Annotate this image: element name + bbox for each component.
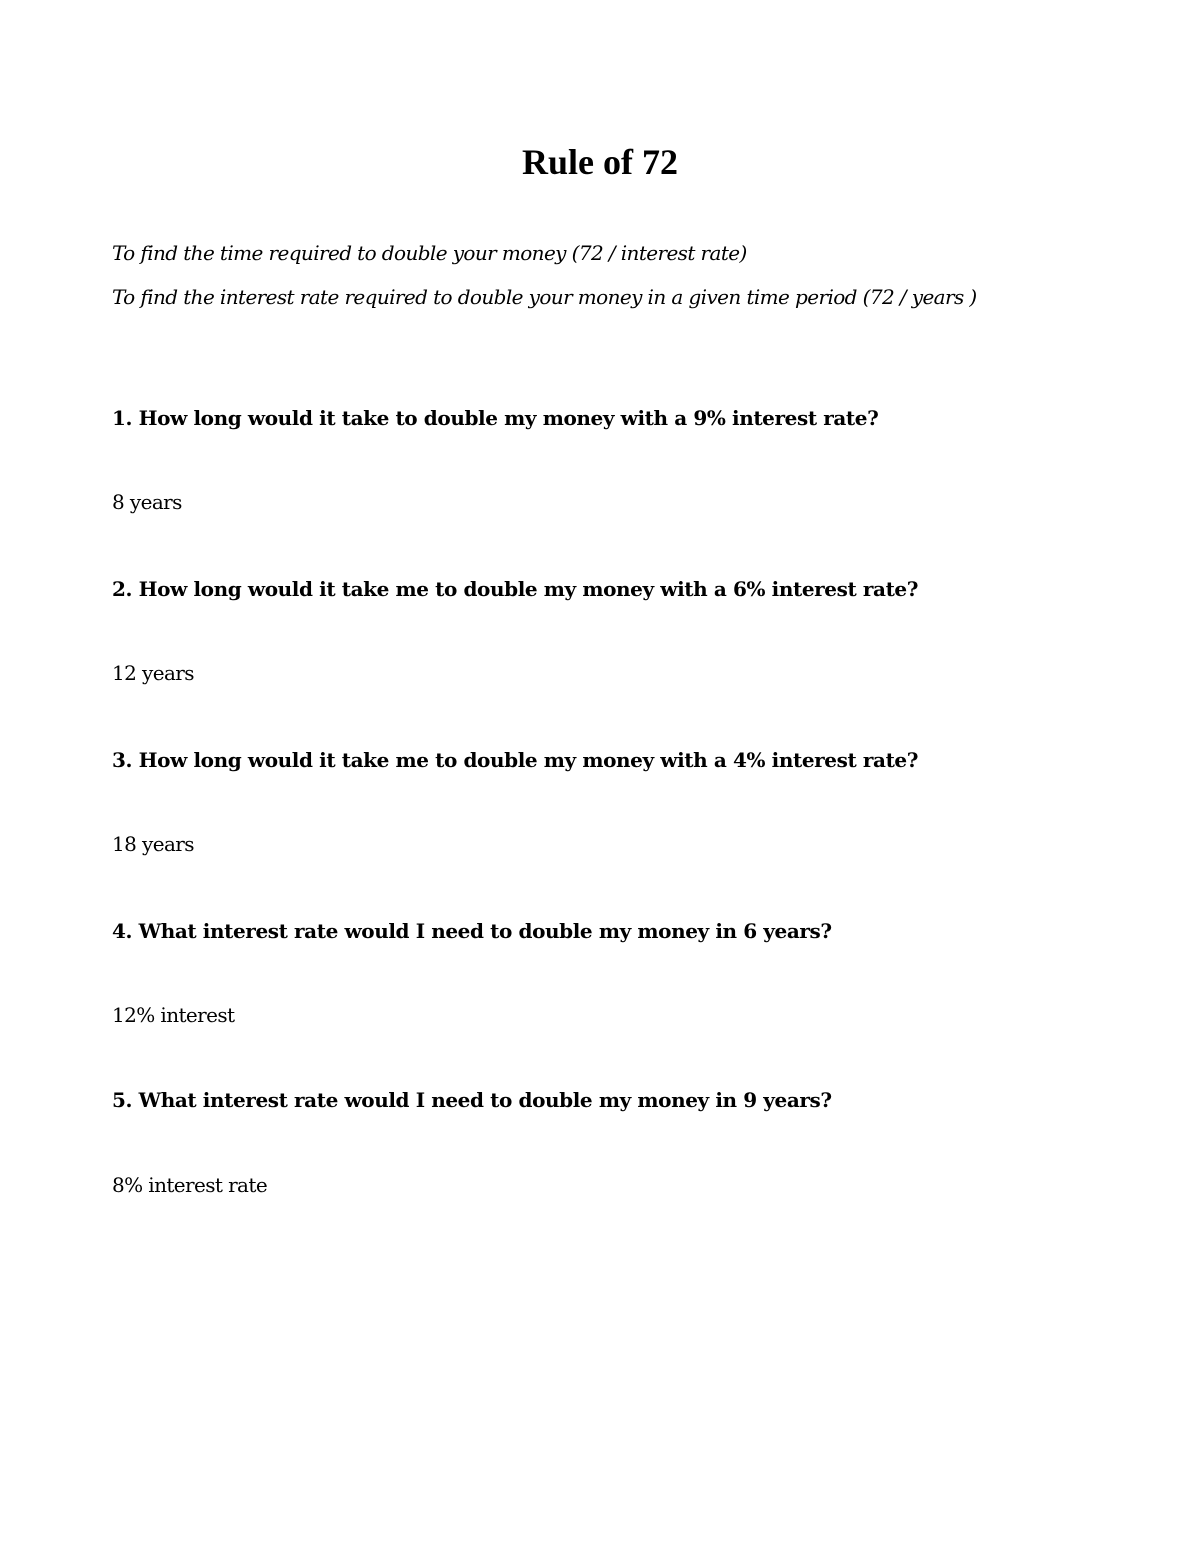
question-4: 4. What interest rate would I need to double my money in 6 years? <box>112 919 832 943</box>
intro-line-interest-rate: To find the interest rate required to double your money in a given time period (72 / years ) <box>112 285 977 309</box>
answer-1: 8 years <box>112 490 182 514</box>
question-1: 1. How long would it take to double my money with a 9% interest rate? <box>112 406 879 430</box>
answer-2: 12 years <box>112 661 194 685</box>
page-title: Rule of 72 <box>522 142 678 182</box>
answer-5: 8% interest rate <box>112 1173 268 1197</box>
intro-line-doubling-time: To find the time required to double your money (72 / interest rate) <box>112 241 747 265</box>
question-5: 5. What interest rate would I need to double my money in 9 years? <box>112 1088 832 1112</box>
question-3: 3. How long would it take me to double my money with a 4% interest rate? <box>112 748 919 772</box>
answer-4: 12% interest <box>112 1003 235 1027</box>
answer-3: 18 years <box>112 832 194 856</box>
question-2: 2. How long would it take me to double my money with a 6% interest rate? <box>112 577 919 601</box>
